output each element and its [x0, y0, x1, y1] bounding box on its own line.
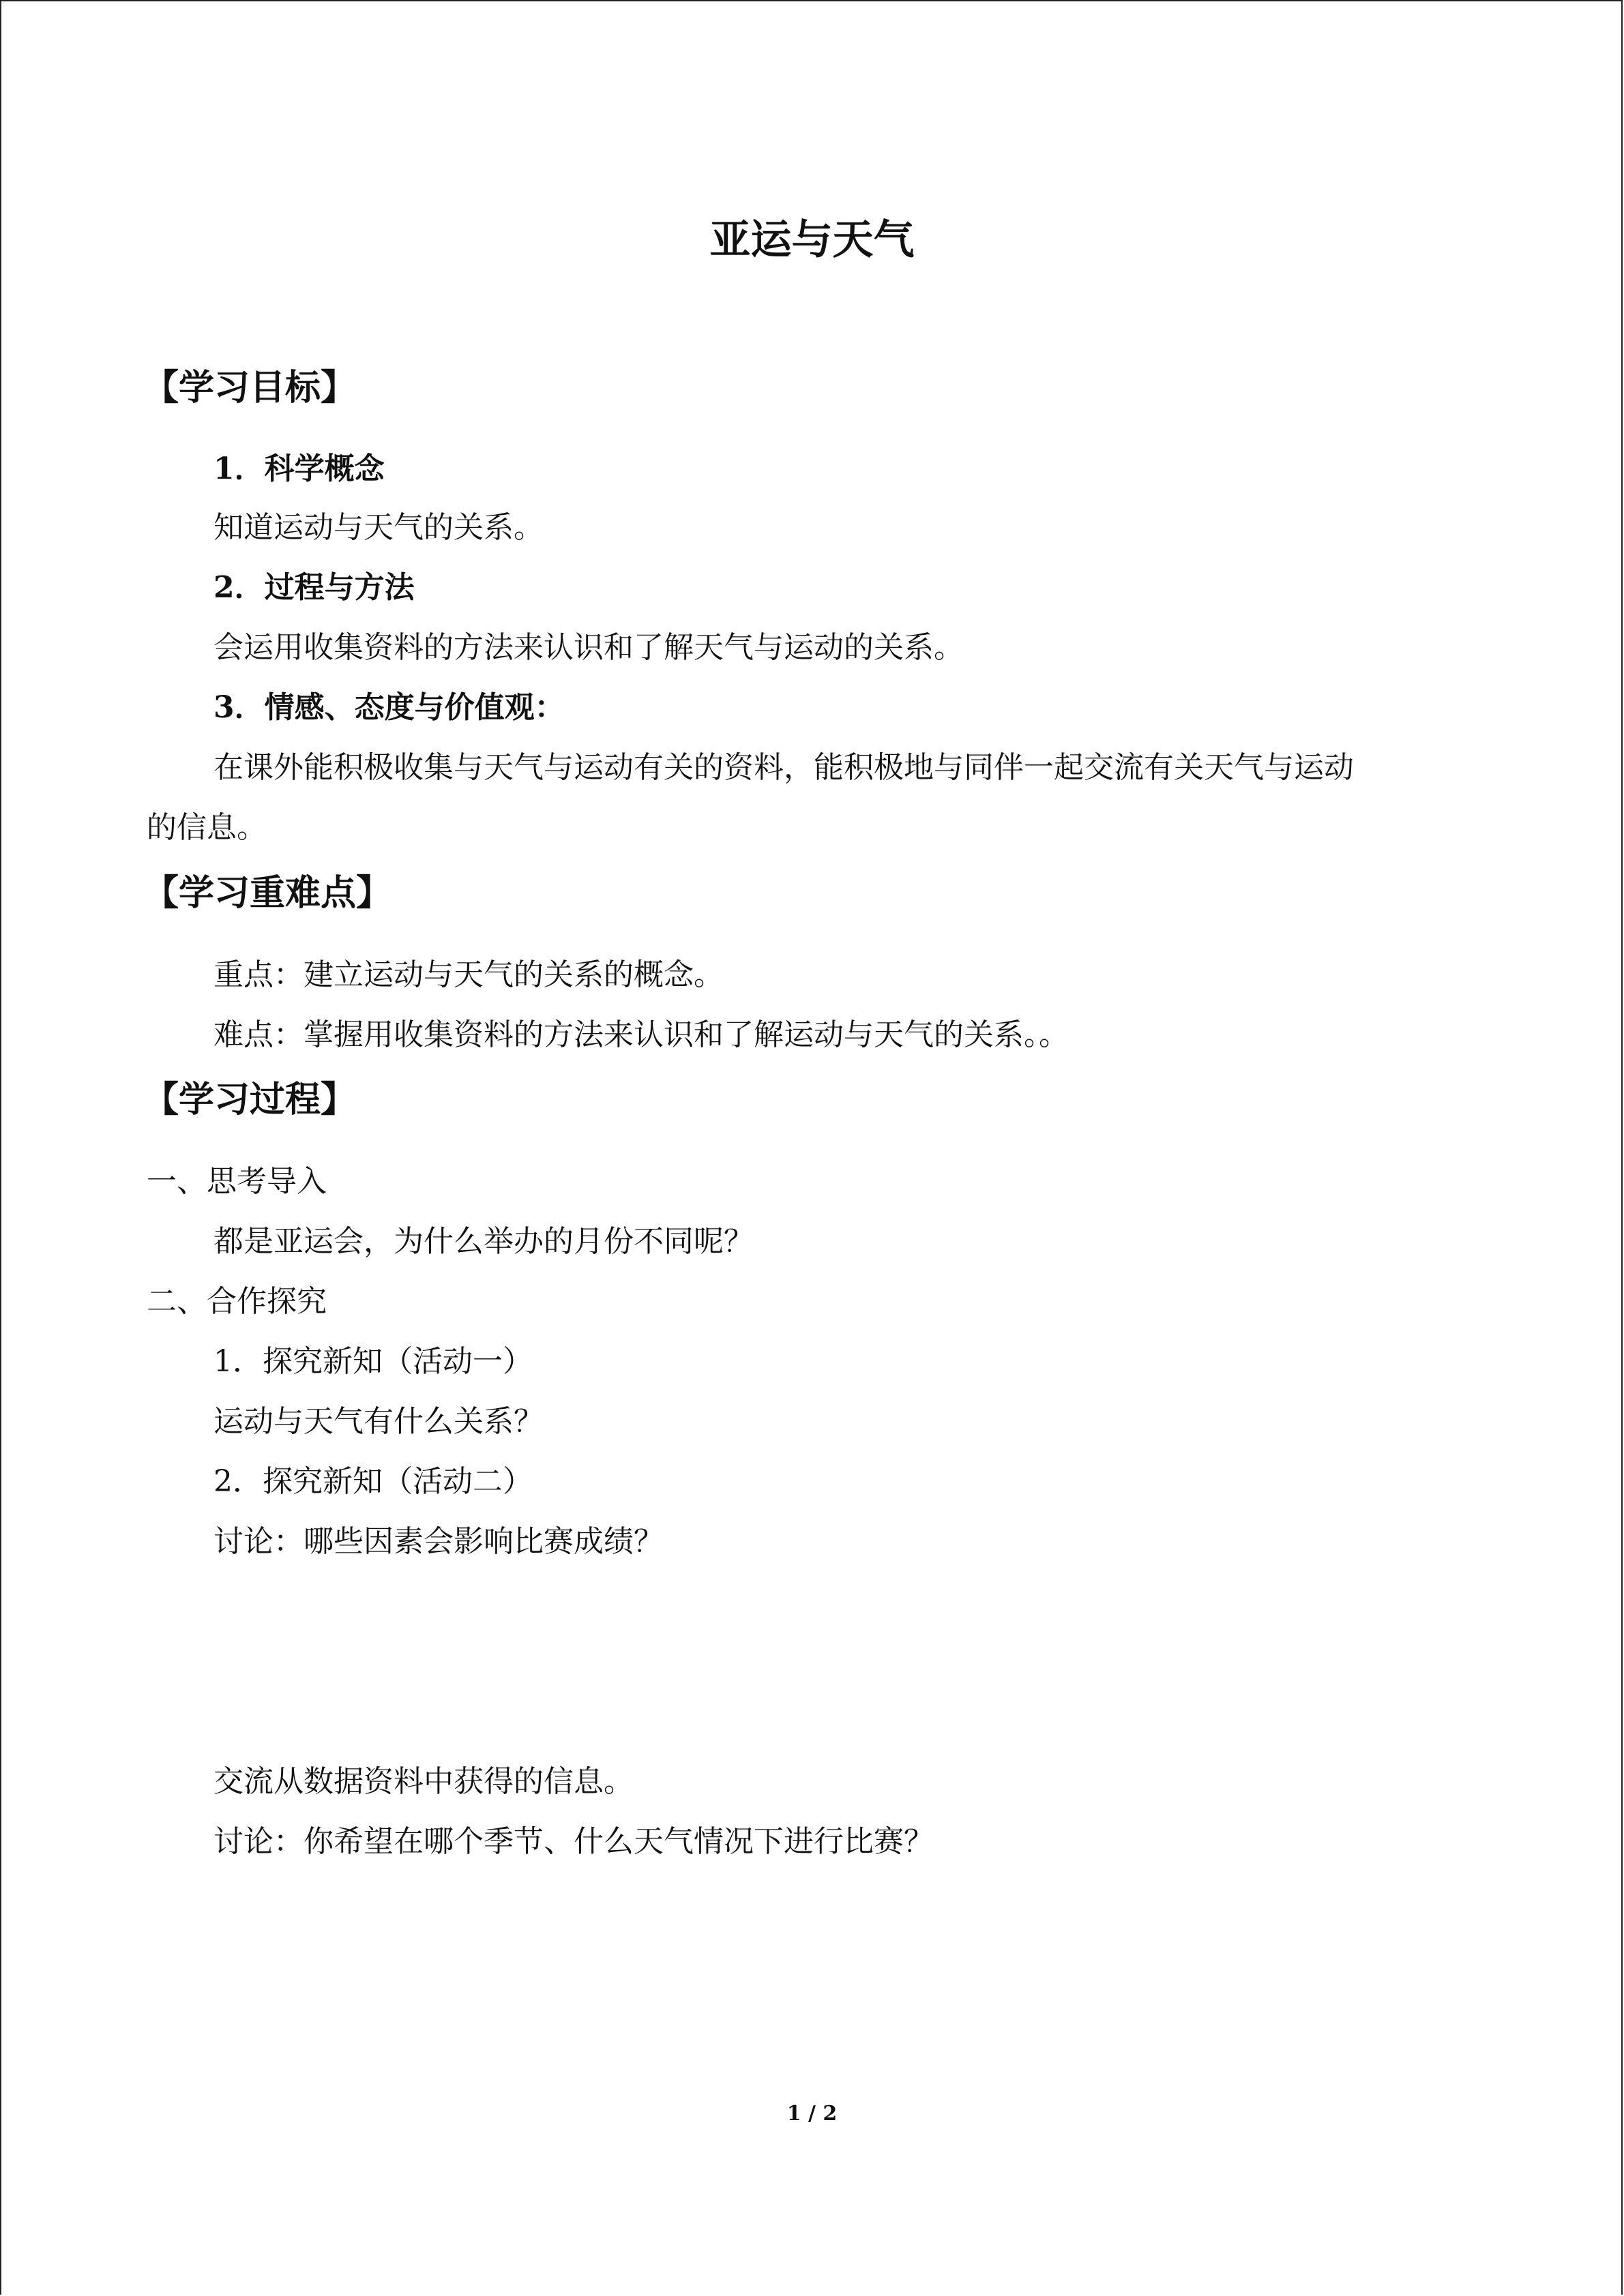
objective-3-title: 3．情感、态度与价值观：: [213, 690, 565, 725]
activity2-title: 2．探究新知（活动二）: [213, 1464, 533, 1499]
objective-2-text: 会运用收集资料的方法来认识和了解天气与运动的关系。: [213, 630, 964, 665]
difficult-point-text: 难点：掌握用收集资料的方法来认识和了解运动与天气的关系。。: [213, 1017, 1069, 1052]
activity1-title: 1．探究新知（活动一）: [213, 1344, 533, 1379]
discussion2-text: 讨论：你希望在哪个季节、什么天气情况下进行比赛？: [213, 1824, 934, 1859]
activity1-question: 运动与天气有什么关系？: [213, 1404, 544, 1439]
page-number: 1 / 2: [786, 2102, 838, 2126]
objective-3-text-line1: 在课外能积极收集与天气与运动有关的资料，能积极地与同伴一起交流有关天气与运动: [213, 750, 1354, 785]
part2-title: 二、合作探究: [147, 1284, 327, 1319]
part1-title: 一、思考导入: [147, 1164, 327, 1199]
objective-1-text: 知道运动与天气的关系。: [213, 510, 544, 545]
objective-1-title: 1．科学概念: [213, 451, 385, 486]
part1-question: 都是亚运会，为什么举办的月份不同呢？: [213, 1224, 754, 1259]
objective-3-text-line2: 的信息。: [147, 810, 267, 845]
exchange-text: 交流从数据资料中获得的信息。: [213, 1764, 634, 1799]
objective-2-title: 2．过程与方法: [213, 570, 415, 605]
process-heading: 【学习过程】: [143, 1079, 357, 1120]
key-point-text: 重点：建立运动与天气的关系的概念。: [213, 957, 724, 992]
key-points-heading: 【学习重难点】: [143, 872, 392, 914]
objectives-heading: 【学习目标】: [143, 367, 357, 408]
activity2-discussion: 讨论：哪些因素会影响比赛成绩？: [213, 1524, 664, 1559]
page-title: 亚运与天气: [709, 216, 915, 264]
